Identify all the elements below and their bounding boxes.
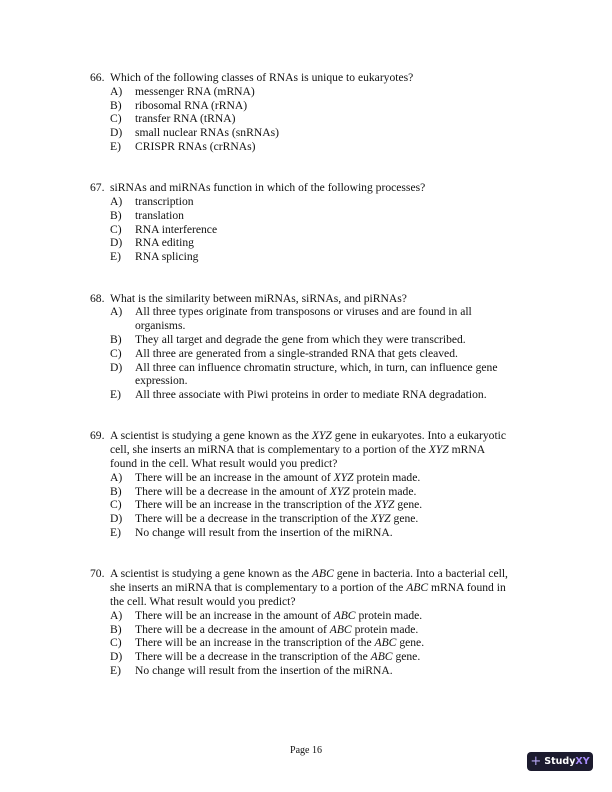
option-text — [135, 236, 513, 250]
answer-option[interactable] — [110, 347, 520, 361]
option-letter: C) — [110, 222, 122, 236]
text-segment: gene in bacteria. Into a bacterial cell, she inserts an miRNA that is complementary to a portion of the — [110, 567, 508, 595]
question-text — [110, 292, 510, 306]
text-segment: There will be an increase in the transcription of the — [135, 498, 375, 512]
option-letter: B) — [110, 98, 122, 112]
text-segment: transcription — [135, 195, 194, 209]
text-segment: What is the similarity between miRNAs, siRNAs, and piRNAs? — [110, 291, 407, 305]
text-segment: There will be a decrease in the transcription of the — [135, 512, 371, 526]
question — [90, 567, 520, 677]
option-letter: A) — [110, 608, 123, 622]
option-letter: A) — [110, 305, 123, 319]
text-segment: protein made. — [349, 484, 417, 498]
text-segment: All three are generated from a single-stranded RNA that gets cleaved. — [135, 346, 458, 360]
option-text — [135, 250, 513, 264]
text-segment: gene. — [394, 498, 423, 512]
option-letter: E) — [110, 663, 121, 677]
option-text — [135, 223, 513, 237]
text-segment: ABC — [370, 650, 393, 664]
answer-option[interactable] — [110, 195, 520, 209]
text-segment: mRNA found in the cell. What result would you predict? — [110, 581, 506, 608]
question-stem — [90, 429, 520, 470]
option-text — [135, 112, 513, 126]
text-segment: No change will result from the insertion of the miRNA. — [135, 663, 393, 677]
page-number: Page 16 — [290, 745, 322, 756]
text-segment: All three associate with Piwi proteins in order to mediate RNA degradation. — [135, 388, 487, 402]
text-segment: There will be an increase in the amount of — [135, 470, 334, 484]
option-text — [135, 361, 513, 389]
question-number: 70. — [90, 567, 105, 581]
option-letter: B) — [110, 332, 122, 346]
option-letter: C) — [110, 498, 122, 512]
answer-option[interactable] — [110, 236, 520, 250]
text-segment: All three can influence chromatin structure, which, in turn, can influence gene expression. — [135, 360, 498, 388]
answer-option[interactable] — [110, 388, 520, 402]
question-stem — [90, 71, 520, 85]
text-segment: XYZ — [329, 484, 350, 498]
answer-option[interactable] — [110, 512, 520, 526]
text-segment: gene. — [396, 636, 425, 650]
option-letter: C) — [110, 112, 122, 126]
text-segment: XYZ — [311, 429, 332, 443]
option-text — [135, 85, 513, 99]
answer-option[interactable] — [110, 209, 520, 223]
option-text — [135, 99, 513, 113]
text-segment: protein made. — [353, 470, 421, 484]
option-letter: E) — [110, 526, 121, 540]
text-segment: siRNAs and miRNAs function in which of the following processes? — [110, 181, 426, 195]
answer-option[interactable] — [110, 609, 520, 623]
text-segment: RNA splicing — [135, 250, 199, 264]
option-text — [135, 333, 513, 347]
question-text — [110, 567, 510, 608]
text-segment: There will be a decrease in the amount of — [135, 484, 330, 498]
question-number: 68. — [90, 291, 105, 305]
answer-option[interactable] — [110, 140, 520, 154]
text-segment: gene in eukaryotes. Into a eukaryotic cell, she inserts an miRNA that is complementary to a portion of the — [110, 429, 507, 457]
text-segment: ABC — [329, 622, 352, 636]
text-segment: XYZ — [333, 470, 354, 484]
option-letter: E) — [110, 139, 121, 153]
text-segment: XYZ — [428, 443, 449, 457]
answer-option[interactable] — [110, 305, 520, 333]
answer-option[interactable] — [110, 526, 520, 540]
option-text — [135, 485, 513, 499]
answer-option[interactable] — [110, 498, 520, 512]
question-number: 66. — [90, 71, 105, 84]
option-letter: D) — [110, 360, 123, 374]
text-segment: A scientist is studying a gene known as the — [110, 429, 312, 443]
text-segment: XYZ — [370, 512, 391, 526]
text-segment: There will be a decrease in the transcription of the — [135, 650, 371, 664]
option-letter: A) — [110, 470, 123, 484]
answer-option[interactable] — [110, 664, 520, 678]
option-letter: D) — [110, 236, 123, 250]
text-segment: Which of the following classes of RNAs is unique to eukaryotes? — [110, 71, 414, 84]
option-letter: E) — [110, 250, 121, 264]
text-segment: A scientist is studying a gene known as the — [110, 567, 312, 581]
answer-option[interactable] — [110, 636, 520, 650]
text-segment: There will be a decrease in the amount of — [135, 622, 330, 636]
text-segment: transfer RNA (tRNA) — [135, 112, 236, 126]
text-segment: ribosomal RNA (rRNA) — [135, 98, 248, 112]
option-text — [135, 623, 513, 637]
option-letter: C) — [110, 636, 122, 650]
text-segment: ABC — [333, 608, 356, 622]
plus-icon: + — [530, 753, 542, 769]
option-text — [135, 636, 513, 650]
option-text — [135, 526, 513, 540]
answer-option[interactable] — [110, 485, 520, 499]
text-segment: gene. — [390, 512, 419, 526]
question — [90, 181, 520, 264]
text-segment: ABC — [406, 581, 429, 595]
option-text — [135, 305, 513, 333]
text-segment: mRNA found in the cell. What result would you predict? — [110, 443, 485, 471]
answer-option[interactable] — [110, 99, 520, 113]
text-segment: CRISPR RNAs (crRNAs) — [135, 139, 256, 153]
studyxy-logo[interactable] — [527, 752, 593, 771]
answer-option[interactable] — [110, 85, 520, 99]
text-segment: ABC — [311, 567, 334, 581]
text-segment: RNA interference — [135, 222, 218, 236]
text-segment: There will be an increase in the amount of — [135, 608, 334, 622]
question-number: 69. — [90, 429, 105, 443]
option-text — [135, 512, 513, 526]
question-stem — [90, 181, 520, 195]
option-text — [135, 209, 513, 223]
question-text — [110, 429, 510, 470]
answer-option[interactable] — [110, 223, 520, 237]
question — [90, 429, 520, 539]
answer-option[interactable] — [110, 623, 520, 637]
option-letter: A) — [110, 195, 123, 209]
logo-text: Study — [544, 755, 576, 767]
answer-option[interactable] — [110, 126, 520, 140]
question-text — [110, 71, 510, 85]
answer-option[interactable] — [110, 471, 520, 485]
text-segment: ABC — [374, 636, 397, 650]
option-letter: B) — [110, 208, 122, 222]
option-text — [135, 471, 513, 485]
question-number: 67. — [90, 181, 105, 195]
question-text — [110, 181, 510, 195]
option-letter: B) — [110, 484, 122, 498]
text-segment: XYZ — [374, 498, 395, 512]
option-text — [135, 140, 513, 154]
text-segment: messenger RNA (mRNA) — [135, 84, 255, 98]
answer-option[interactable] — [110, 361, 520, 389]
option-text — [135, 650, 513, 664]
text-segment: gene. — [392, 650, 421, 664]
option-letter: B) — [110, 622, 122, 636]
option-text — [135, 347, 513, 361]
answer-option[interactable] — [110, 112, 520, 126]
question-stem — [90, 567, 520, 608]
option-text — [135, 498, 513, 512]
text-segment: All three types originate from transposons or viruses and are found in all organisms. — [135, 305, 472, 333]
text-segment: protein made. — [351, 622, 419, 636]
option-letter: E) — [110, 388, 121, 402]
answer-option[interactable] — [110, 250, 520, 264]
option-text — [135, 664, 513, 678]
text-segment: small nuclear RNAs (snRNAs) — [135, 126, 279, 140]
option-text — [135, 388, 513, 402]
option-letter: C) — [110, 346, 122, 360]
answer-option[interactable] — [110, 333, 520, 347]
option-text — [135, 126, 513, 140]
question — [90, 292, 520, 402]
text-segment: RNA editing — [135, 236, 194, 250]
text-segment: protein made. — [355, 608, 423, 622]
question-stem — [90, 292, 520, 306]
text-segment: translation — [135, 208, 184, 222]
option-letter: D) — [110, 126, 123, 140]
option-text — [135, 609, 513, 623]
answer-option[interactable] — [110, 650, 520, 664]
question — [90, 71, 520, 154]
text-segment: No change will result from the insertion of the miRNA. — [135, 526, 393, 540]
text-segment: They all target and degrade the gene from which they were transcribed. — [135, 332, 466, 346]
option-letter: D) — [110, 650, 123, 664]
text-segment: There will be an increase in the transcription of the — [135, 636, 375, 650]
option-text — [135, 195, 513, 209]
option-letter: D) — [110, 512, 123, 526]
logo-accent: XY — [575, 755, 590, 767]
option-letter: A) — [110, 84, 123, 98]
question-list — [90, 71, 520, 705]
